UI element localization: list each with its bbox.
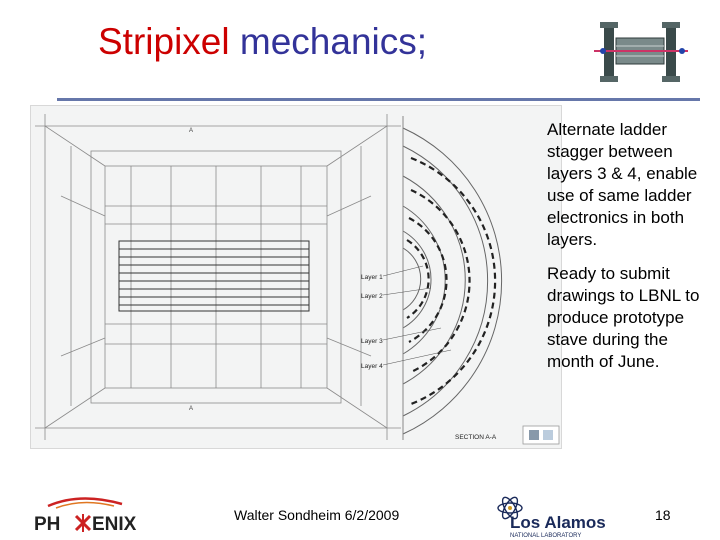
mechanical-drawing [30, 105, 562, 449]
bullet-list [547, 119, 715, 385]
section-marker-top: A [189, 128, 194, 134]
layer-label-2: Layer 2 [361, 293, 383, 300]
phenix-logo-left-text: PH [34, 514, 61, 534]
page-number: 18 [655, 507, 671, 523]
footer-author: Walter Sondheim 6/2/2009 [234, 507, 400, 523]
los-alamos-logo [492, 484, 610, 538]
section-marker-bottom: A [189, 406, 194, 412]
phenix-logo-right-text: ENIX [92, 514, 137, 534]
layer-label-3: Layer 3 [361, 338, 383, 345]
title-divider [57, 98, 700, 101]
title-word-stripixel: Stripixel [98, 21, 230, 62]
section-caption: SECTION A-A [455, 434, 497, 441]
layer-label-1: Layer 1 [361, 274, 383, 281]
phenix-star-icon [76, 514, 90, 532]
layer-label-4: Layer 4 [361, 363, 383, 370]
title-word-mechanics: mechanics; [239, 21, 428, 62]
detector-thumbnail-image [590, 8, 692, 92]
bullet-ready-to-submit: Ready to submit drawings to LBNL to produce prototype stave during the month of June. [547, 264, 700, 371]
bullet-alternate-ladder-stagger: Alternate ladder stagger between layers 3 & 4, enable use of same ladder electronics in both layers. [547, 120, 698, 249]
lanl-sub-text: NATIONAL LABORATORY [510, 533, 582, 538]
drawing-svg [31, 106, 561, 448]
lanl-name-text: Los Alamos [510, 513, 606, 532]
phenix-logo [30, 494, 142, 534]
slide-title [98, 18, 427, 66]
